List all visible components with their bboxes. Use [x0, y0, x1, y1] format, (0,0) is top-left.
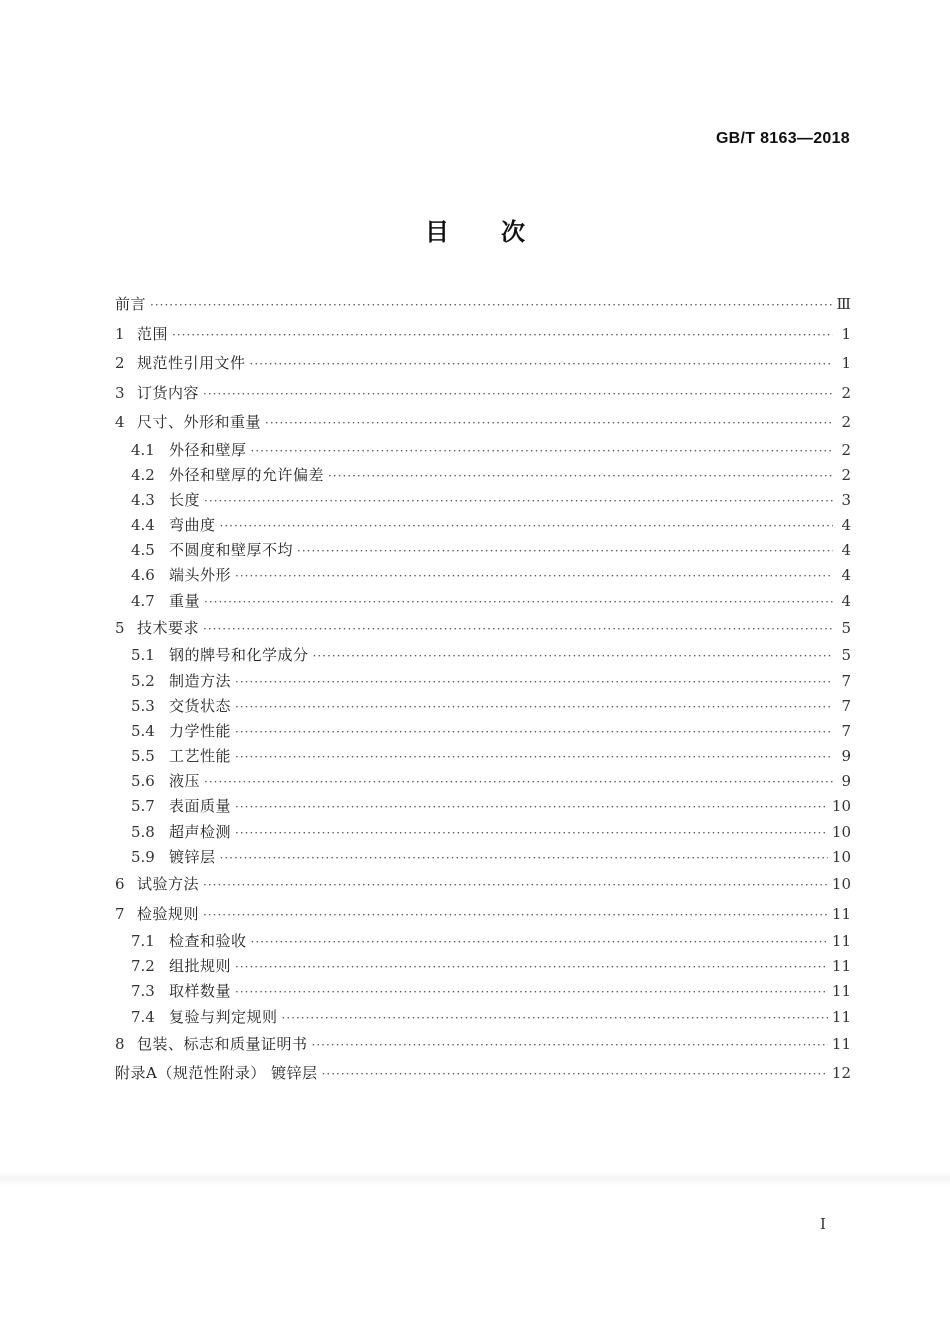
toc-entry-page: 11 — [831, 957, 851, 976]
toc-entry[interactable] — [115, 614, 851, 644]
toc-entry-page: 5 — [841, 646, 851, 665]
toc-entry-page: 7 — [841, 671, 851, 690]
toc-entry-number: 5.8 — [131, 822, 155, 841]
toc-entry[interactable] — [115, 845, 851, 870]
toc-leader-dots — [250, 350, 833, 380]
toc-entry-number: 5.7 — [131, 797, 155, 816]
toc-entry[interactable] — [115, 929, 851, 954]
toc-entry-label: 范围 — [137, 324, 169, 343]
toc-entry-page: 11 — [831, 1007, 851, 1026]
toc-entry-number: 5.4 — [131, 721, 155, 740]
toc-entry[interactable] — [115, 900, 851, 930]
toc-entry[interactable] — [115, 349, 851, 379]
toc-entry-label: 不圆度和壁厚不均 — [169, 541, 294, 560]
toc-entry[interactable] — [115, 769, 851, 794]
toc-entry-label: 尺寸、外形和重量 — [137, 413, 262, 431]
toc-entry-number: 2 — [115, 354, 125, 372]
toc-entry[interactable] — [115, 290, 851, 320]
toc-entry-page: Ⅲ — [836, 295, 851, 313]
toc-entry-number: 4.6 — [131, 566, 155, 585]
toc-entry-label: 超声检测 — [169, 822, 232, 841]
toc-entry-label: 长度 — [169, 490, 201, 509]
toc-entry-page: 10 — [831, 847, 851, 866]
toc-entry[interactable] — [115, 744, 851, 769]
toc-entry-label: 技术要求 — [137, 618, 200, 637]
toc-entry[interactable] — [115, 694, 851, 719]
toc-entry[interactable] — [115, 820, 851, 845]
toc-entry-label: 组批规则 — [169, 957, 232, 976]
toc-entry-number: 7.2 — [131, 957, 155, 976]
toc-entry-page: 1 — [841, 354, 851, 372]
toc-entry-number: 4.2 — [131, 465, 155, 484]
toc-leader-dots — [203, 901, 828, 931]
toc-entry-page: 4 — [841, 541, 851, 560]
toc-leader-dots — [297, 539, 833, 564]
toc-entry-label: 重量 — [169, 591, 201, 610]
toc-leader-dots — [204, 590, 833, 615]
toc-entry-number: 5.1 — [131, 646, 155, 665]
toc-entry-number: 4.7 — [131, 591, 155, 610]
toc-entry-number: 4 — [115, 413, 125, 431]
toc-leader-dots — [203, 380, 833, 410]
toc-entry-page: 7 — [841, 721, 851, 740]
toc-leader-dots — [312, 1031, 828, 1061]
toc-entry-label: 前言 — [115, 295, 147, 313]
page-number: I — [820, 1215, 826, 1233]
toc-entry[interactable] — [115, 643, 851, 668]
toc-leader-dots — [172, 321, 833, 351]
toc-entry-page: 1 — [841, 324, 851, 343]
toc-leader-dots — [235, 670, 833, 695]
toc-entry-page: 10 — [831, 875, 851, 893]
toc-entry-number: 6 — [115, 875, 125, 893]
toc-entry-page: 11 — [831, 1034, 851, 1053]
toc-entry-label: 外径和壁厚的允许偏差 — [169, 465, 325, 484]
toc-entry-page: 3 — [841, 490, 851, 509]
toc-entry-label: 外径和壁厚 — [169, 440, 247, 459]
toc-entry-number: 4.1 — [131, 440, 155, 459]
toc-entry-number: 7 — [115, 904, 125, 923]
toc-entry-label: 液压 — [169, 772, 201, 791]
toc-entry-label: 镀锌层 — [169, 847, 216, 866]
toc-entry[interactable] — [115, 408, 851, 438]
toc-leader-dots — [235, 980, 828, 1005]
toc-entry-number: 7.3 — [131, 982, 155, 1001]
toc-leader-dots — [203, 871, 828, 901]
toc-entry-page: 7 — [841, 696, 851, 715]
toc-entry-label: 订货内容 — [137, 383, 200, 402]
toc-entry-page: 9 — [841, 772, 851, 791]
toc-entry-label: 表面质量 — [169, 797, 232, 816]
toc-entry[interactable] — [115, 463, 851, 488]
toc-leader-dots — [328, 464, 833, 489]
toc-leader-dots — [235, 745, 833, 770]
toc-entry[interactable] — [115, 1005, 851, 1030]
toc-entry[interactable] — [115, 379, 851, 409]
toc-leader-dots — [235, 955, 828, 980]
toc-entry-page: 11 — [831, 932, 851, 950]
toc-entry-page: 11 — [831, 904, 851, 923]
toc-leader-dots — [203, 615, 833, 645]
toc-entry-page: 4 — [841, 566, 851, 585]
toc-entry-number: 5.9 — [131, 847, 155, 866]
toc-leader-dots — [251, 439, 833, 464]
toc-leader-dots — [235, 821, 828, 846]
toc-entry-label: 检查和验收 — [169, 932, 247, 950]
toc-entry-label: 制造方法 — [169, 671, 232, 690]
toc-entry-number: 7.4 — [131, 1007, 155, 1026]
toc-entry[interactable] — [115, 513, 851, 538]
toc-entry-page: 5 — [841, 618, 851, 637]
toc-leader-dots — [220, 846, 828, 871]
toc-entry-page: 4 — [841, 516, 851, 535]
toc-leader-dots — [313, 644, 833, 669]
toc-leader-dots — [204, 489, 833, 514]
page-title: 目次 — [425, 217, 577, 246]
toc-entry-number: 5.3 — [131, 696, 155, 715]
toc-leader-dots — [220, 514, 833, 539]
toc-entry-page: 9 — [841, 747, 851, 766]
toc-entry-number: 1 — [115, 324, 125, 343]
toc-entry-number: 5.6 — [131, 772, 155, 791]
toc-entry-page: 4 — [841, 591, 851, 610]
toc-entry[interactable] — [115, 870, 851, 900]
toc-entry-number: 3 — [115, 383, 125, 402]
toc-leader-dots — [204, 770, 833, 795]
scan-artifact — [0, 1172, 950, 1186]
toc-entry[interactable] — [115, 794, 851, 819]
toc-entry[interactable] — [115, 563, 851, 588]
toc-leader-dots — [235, 695, 833, 720]
toc-entry-number: 4.5 — [131, 541, 155, 560]
toc-entry[interactable] — [115, 1030, 851, 1060]
toc-leader-dots — [251, 930, 828, 955]
toc-leader-dots — [322, 1060, 828, 1090]
toc-entry[interactable] — [115, 589, 851, 614]
toc-entry-page: 2 — [841, 465, 851, 484]
toc-entry-page: 2 — [841, 413, 851, 431]
toc-leader-dots — [235, 795, 828, 820]
toc-leader-dots — [265, 409, 833, 439]
toc-entry[interactable] — [115, 488, 851, 513]
toc-entry[interactable] — [115, 954, 851, 979]
toc-entry[interactable] — [115, 979, 851, 1004]
toc-entry-page: 10 — [831, 822, 851, 841]
toc-entry-label: 端头外形 — [169, 566, 232, 585]
toc-entry[interactable] — [115, 1059, 851, 1089]
table-of-contents — [115, 290, 851, 1089]
toc-entry-number: 7.1 — [131, 932, 155, 950]
toc-entry-label: 交货状态 — [169, 696, 232, 715]
standard-code: GB/T 8163—2018 — [715, 130, 850, 147]
toc-entry-label: 检验规则 — [137, 904, 200, 923]
toc-entry[interactable] — [115, 669, 851, 694]
toc-leader-dots — [235, 564, 833, 589]
toc-leader-dots — [235, 720, 833, 745]
toc-entry-number: 4.3 — [131, 490, 155, 509]
toc-entry-label: 取样数量 — [169, 982, 232, 1001]
toc-entry-page: 12 — [831, 1064, 851, 1083]
toc-entry[interactable] — [115, 320, 851, 350]
toc-entry[interactable] — [115, 538, 851, 563]
toc-entry-number: 4.4 — [131, 516, 155, 535]
toc-entry-label: 力学性能 — [169, 721, 232, 740]
toc-entry-page: 11 — [831, 982, 851, 1001]
toc-entry-number: 5.5 — [131, 747, 155, 766]
toc-entry-page: 2 — [841, 440, 851, 459]
toc-entry-number: 5 — [115, 618, 125, 637]
toc-entry-number: 5.2 — [131, 671, 155, 690]
toc-entry-label: 规范性引用文件 — [137, 354, 246, 372]
toc-entry-page: 2 — [841, 383, 851, 402]
toc-entry-page: 10 — [831, 797, 851, 816]
toc-entry-label: 钢的牌号和化学成分 — [169, 646, 309, 665]
toc-entry-label: 工艺性能 — [169, 747, 232, 766]
toc-leader-dots — [150, 291, 833, 321]
toc-entry[interactable] — [115, 438, 851, 463]
toc-entry-label: 弯曲度 — [169, 516, 216, 535]
toc-entry-label: 复验与判定规则 — [169, 1007, 278, 1026]
toc-entry[interactable] — [115, 719, 851, 744]
toc-entry-label: 试验方法 — [137, 875, 200, 893]
toc-entry-label: 包装、标志和质量证明书 — [137, 1034, 308, 1053]
toc-leader-dots — [282, 1006, 828, 1031]
toc-entry-number: 8 — [115, 1034, 125, 1053]
toc-entry-label: 附录A（规范性附录） 镀锌层 — [115, 1064, 318, 1083]
